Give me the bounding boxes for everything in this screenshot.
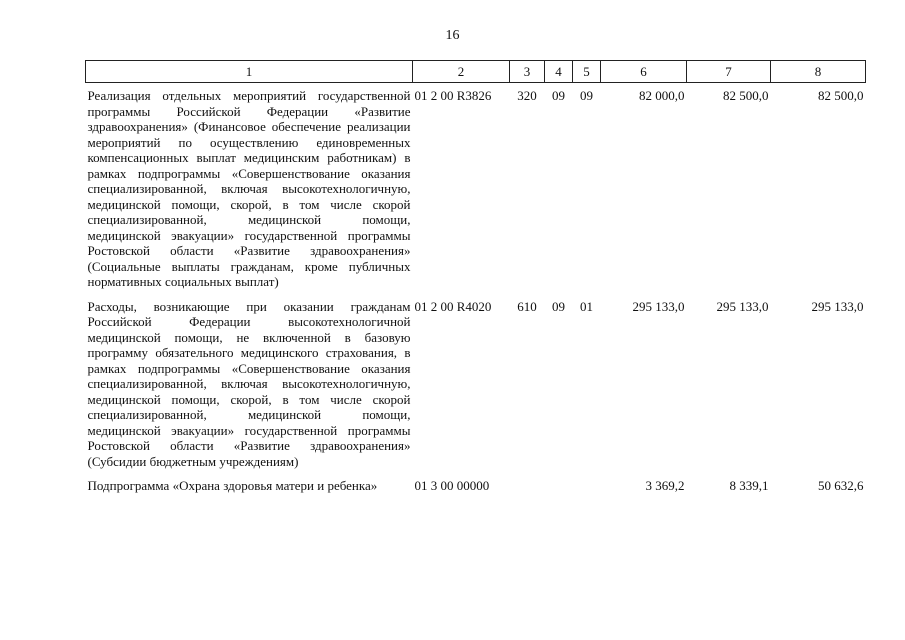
amount-col-6: 295 133,0 xyxy=(632,298,685,314)
amount-col-6: 82 000,0 xyxy=(639,88,685,103)
subsection-code: 01 xyxy=(580,298,593,314)
target-article-code: 01 3 00 00000 xyxy=(414,478,490,493)
subsection-code xyxy=(573,473,601,498)
table-row xyxy=(86,473,866,498)
subsection-code: 09 xyxy=(580,88,593,103)
header-col-7: 7 xyxy=(687,61,771,83)
page-number: 16 xyxy=(445,28,460,43)
table-row xyxy=(86,294,866,474)
target-article-code: 01 2 00 R3826 xyxy=(414,88,492,103)
header-col-8: 8 xyxy=(771,61,866,83)
expense-name: Реализация отдельных мероприятий государственной программы Российской Федерации «Развитие здравоохранения» (Финансовое обеспечение реализации мероприятий по осуществлению единовременных компенсационных выплат медицинским работникам) в рамках подпрограммы «Совершенствование оказания специализированной, включая высокотехнологичную, медицинской помощи, скорой, в том числе скорой специализированной, медицинской помощи, медицинской эвакуации» государственной программы Ростовской области «Развитие здравоохранения» (Социальные выплаты гражданам, кроме публичных нормативных социальных выплат) xyxy=(87,88,411,289)
amount-col-6: 3 369,2 xyxy=(645,478,685,493)
header-col-2: 2 xyxy=(413,61,510,83)
table-row xyxy=(86,83,866,294)
amount-col-7: 295 133,0 xyxy=(716,298,769,314)
section-code: 09 xyxy=(552,298,565,314)
header-row xyxy=(86,61,866,83)
header-col-3: 3 xyxy=(510,61,545,83)
expense-type-code: 610 xyxy=(517,298,537,314)
amount-col-8: 295 133,0 xyxy=(811,298,864,314)
target-article-code: 01 2 00 R4020 xyxy=(414,298,492,314)
header-col-6: 6 xyxy=(601,61,687,83)
expense-name: Подпрограмма «Охрана здоровья матери и ребенка» xyxy=(87,478,378,493)
expense-type-code xyxy=(510,473,545,498)
amount-col-8: 82 500,0 xyxy=(818,88,864,103)
section-code: 09 xyxy=(552,88,565,103)
header-col-5: 5 xyxy=(573,61,601,83)
amount-col-8: 50 632,6 xyxy=(818,478,864,493)
expense-name: Расходы, возникающие при оказании гражданам Российской Федерации высокотехнологичной медицинской помощи, не включенной в базовую программу обязательного медицинского страхования, в рамках подпрограммы «Совершенствование оказания специализированной, включая высокотехнологичную, медицинской помощи, скорой, в том числе скорой специализированной, медицинской помощи, медицинской эвакуации» государственной программы Ростовской области «Развитие здравоохранения» (Субсидии бюджетным учреждениям) xyxy=(87,298,411,469)
expense-type-code: 320 xyxy=(517,88,537,103)
section-code xyxy=(545,473,573,498)
amount-col-7: 82 500,0 xyxy=(723,88,769,103)
header-col-4: 4 xyxy=(545,61,573,83)
header-col-1: 1 xyxy=(86,61,413,83)
amount-col-7: 8 339,1 xyxy=(729,478,769,493)
budget-table xyxy=(85,60,866,498)
